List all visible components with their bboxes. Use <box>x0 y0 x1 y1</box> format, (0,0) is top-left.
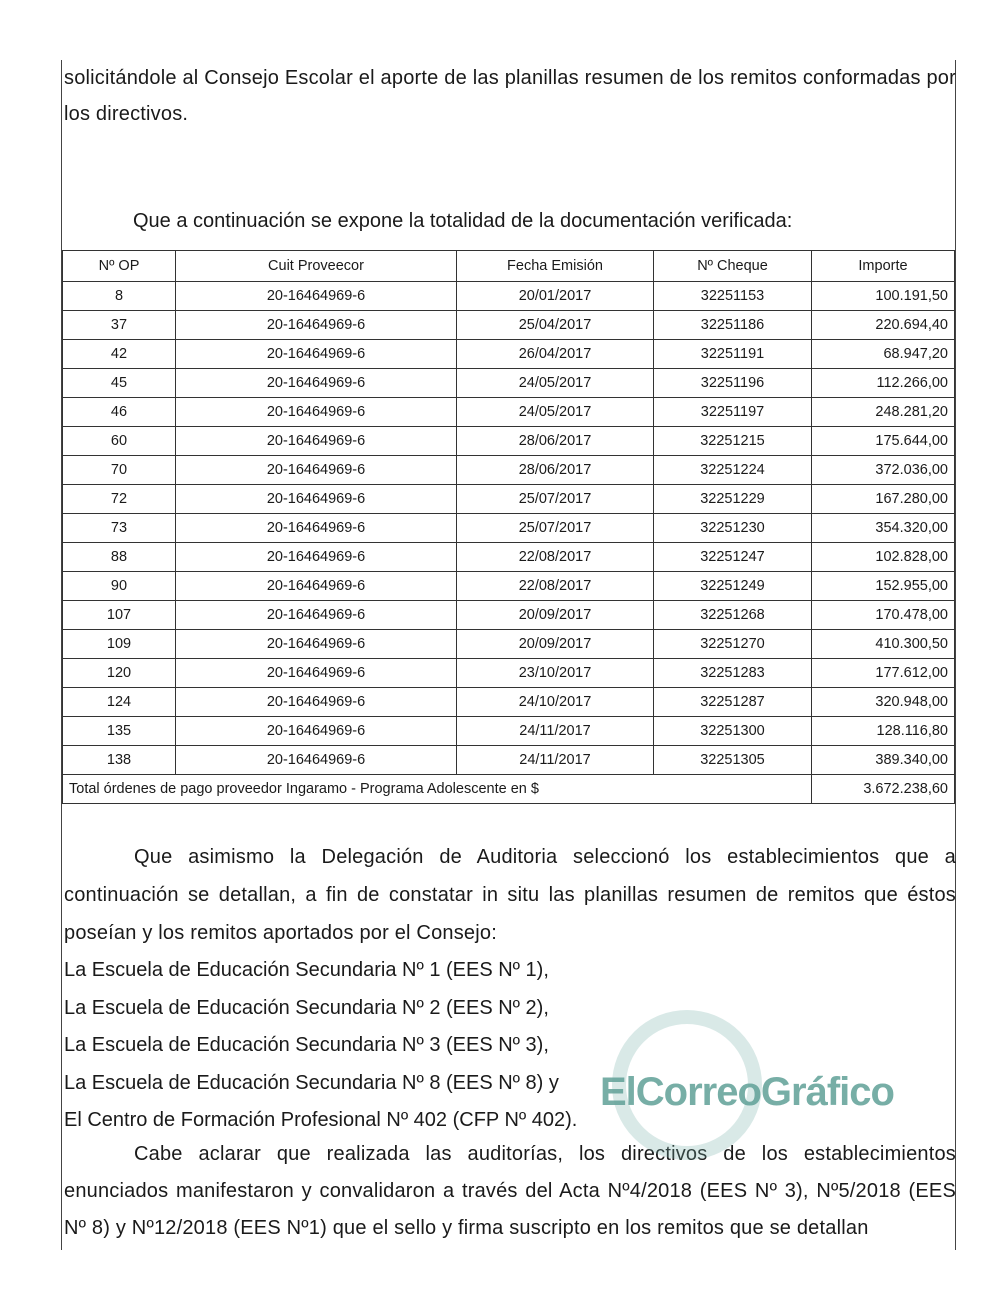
total-value: 3.672.238,60 <box>812 775 955 804</box>
cheque-cell: 32251224 <box>654 456 812 485</box>
table-row <box>63 601 955 630</box>
cuit-cell: 20-16464969-6 <box>176 630 457 659</box>
fecha-cell: 24/05/2017 <box>457 398 654 427</box>
importe-cell: 410.300,50 <box>812 630 955 659</box>
op-cell: 72 <box>63 485 176 514</box>
fecha-cell: 24/11/2017 <box>457 717 654 746</box>
watermark-text: ElCorreoGráfico <box>600 1070 894 1114</box>
fecha-cell: 25/04/2017 <box>457 311 654 340</box>
op-cell: 120 <box>63 659 176 688</box>
cheque-cell: 32251229 <box>654 485 812 514</box>
importe-cell: 320.948,00 <box>812 688 955 717</box>
cuit-cell: 20-16464969-6 <box>176 398 457 427</box>
cheque-cell: 32251283 <box>654 659 812 688</box>
op-cell: 124 <box>63 688 176 717</box>
table-row <box>63 282 955 311</box>
op-cell: 88 <box>63 543 176 572</box>
cuit-cell: 20-16464969-6 <box>176 369 457 398</box>
table-row <box>63 630 955 659</box>
table-row <box>63 659 955 688</box>
cuit-cell: 20-16464969-6 <box>176 340 457 369</box>
watermark-logo <box>600 1010 900 1160</box>
cuit-cell: 20-16464969-6 <box>176 485 457 514</box>
fecha-cell: 20/09/2017 <box>457 630 654 659</box>
table-row <box>63 311 955 340</box>
importe-cell: 248.281,20 <box>812 398 955 427</box>
fecha-cell: 28/06/2017 <box>457 427 654 456</box>
paragraph-3-text: Cabe aclarar que realizada las auditorías, los directivos de los establecimientos enunciados manifestaron y convalidaron a través del Acta Nº4/2018 (EES Nº 3), Nº5/2018 (EES Nº 8) y Nº12/2018 (EES Nº1) que el sello y firma suscripto en los remitos que se detallan <box>64 1143 956 1239</box>
op-cell: 138 <box>63 746 176 775</box>
fecha-cell: 26/04/2017 <box>457 340 654 369</box>
importe-cell: 68.947,20 <box>812 340 955 369</box>
fecha-cell: 20/09/2017 <box>457 601 654 630</box>
list-item: La Escuela de Educación Secundaria Nº 8 (EES Nº 8) y <box>64 1071 559 1094</box>
cuit-cell: 20-16464969-6 <box>176 456 457 485</box>
cheque-cell: 32251186 <box>654 311 812 340</box>
cheque-cell: 32251215 <box>654 427 812 456</box>
importe-cell: 354.320,00 <box>812 514 955 543</box>
cuit-cell: 20-16464969-6 <box>176 311 457 340</box>
importe-cell: 167.280,00 <box>812 485 955 514</box>
table-header-row <box>63 251 955 282</box>
table-row <box>63 369 955 398</box>
op-cell: 73 <box>63 514 176 543</box>
total-label: Total órdenes de pago proveedor Ingaramo - Programa Adolescente en $ <box>63 775 812 804</box>
cheque-cell: 32251270 <box>654 630 812 659</box>
op-cell: 109 <box>63 630 176 659</box>
table-row <box>63 572 955 601</box>
cheque-cell: 32251191 <box>654 340 812 369</box>
op-cell: 60 <box>63 427 176 456</box>
importe-cell: 175.644,00 <box>812 427 955 456</box>
table-row <box>63 717 955 746</box>
op-cell: 135 <box>63 717 176 746</box>
fecha-cell: 22/08/2017 <box>457 572 654 601</box>
header-importe: Importe <box>812 251 955 282</box>
op-cell: 42 <box>63 340 176 369</box>
op-cell: 45 <box>63 369 176 398</box>
table-row <box>63 456 955 485</box>
cuit-cell: 20-16464969-6 <box>176 543 457 572</box>
list-item: La Escuela de Educación Secundaria Nº 1 (EES Nº 1), <box>64 959 549 981</box>
cuit-cell: 20-16464969-6 <box>176 659 457 688</box>
header-cheque: Nº Cheque <box>654 251 812 282</box>
fecha-cell: 25/07/2017 <box>457 485 654 514</box>
importe-cell: 128.116,80 <box>812 717 955 746</box>
list-item: La Escuela de Educación Secundaria Nº 3 (EES Nº 3), <box>64 1034 549 1056</box>
op-cell: 107 <box>63 601 176 630</box>
importe-cell: 112.266,00 <box>812 369 955 398</box>
cheque-cell: 32251249 <box>654 572 812 601</box>
cuit-cell: 20-16464969-6 <box>176 746 457 775</box>
list-item: El Centro de Formación Profesional Nº 402 (CFP Nº 402). <box>64 1109 578 1131</box>
op-cell: 90 <box>63 572 176 601</box>
importe-cell: 177.612,00 <box>812 659 955 688</box>
importe-cell: 100.191,50 <box>812 282 955 311</box>
school-list <box>64 952 577 1140</box>
cheque-cell: 32251153 <box>654 282 812 311</box>
cuit-cell: 20-16464969-6 <box>176 282 457 311</box>
header-op: Nº OP <box>63 251 176 282</box>
cheque-cell: 32251305 <box>654 746 812 775</box>
paragraph-2-text: Que asimismo la Delegación de Auditoria seleccionó los establecimientos que a continuación se detallan, a fin de constatar in situ las planillas resumen de remitos que éstos poseían y los remitos aportados por el Consejo: <box>64 846 956 944</box>
fecha-cell: 28/06/2017 <box>457 456 654 485</box>
fecha-cell: 25/07/2017 <box>457 514 654 543</box>
table-row <box>63 398 955 427</box>
cuit-cell: 20-16464969-6 <box>176 514 457 543</box>
table-row <box>63 340 955 369</box>
cheque-cell: 32251197 <box>654 398 812 427</box>
cheque-cell: 32251300 <box>654 717 812 746</box>
cheque-cell: 32251230 <box>654 514 812 543</box>
cuit-cell: 20-16464969-6 <box>176 572 457 601</box>
paragraph-1: solicitándole al Consejo Escolar el aporte de las planillas resumen de los remitos conformadas por los directivos. <box>64 67 956 125</box>
table-intro: Que a continuación se expone la totalidad de la documentación verificada: <box>133 210 793 232</box>
payment-orders-table <box>62 250 955 804</box>
importe-cell: 102.828,00 <box>812 543 955 572</box>
table-row <box>63 514 955 543</box>
table-row <box>63 688 955 717</box>
right-margin-line <box>955 60 956 1250</box>
table-row <box>63 746 955 775</box>
fecha-cell: 23/10/2017 <box>457 659 654 688</box>
cheque-cell: 32251247 <box>654 543 812 572</box>
importe-cell: 389.340,00 <box>812 746 955 775</box>
op-cell: 37 <box>63 311 176 340</box>
fecha-cell: 24/05/2017 <box>457 369 654 398</box>
fecha-cell: 20/01/2017 <box>457 282 654 311</box>
cuit-cell: 20-16464969-6 <box>176 717 457 746</box>
table-row <box>63 485 955 514</box>
importe-cell: 152.955,00 <box>812 572 955 601</box>
table-row <box>63 543 955 572</box>
fecha-cell: 24/11/2017 <box>457 746 654 775</box>
list-item: La Escuela de Educación Secundaria Nº 2 (EES Nº 2), <box>64 996 549 1019</box>
cuit-cell: 20-16464969-6 <box>176 427 457 456</box>
op-cell: 46 <box>63 398 176 427</box>
paragraph-2 <box>64 838 956 952</box>
fecha-cell: 22/08/2017 <box>457 543 654 572</box>
importe-cell: 170.478,00 <box>812 601 955 630</box>
header-fecha: Fecha Emisión <box>457 251 654 282</box>
cheque-cell: 32251287 <box>654 688 812 717</box>
op-cell: 8 <box>63 282 176 311</box>
cuit-cell: 20-16464969-6 <box>176 601 457 630</box>
table-row <box>63 427 955 456</box>
header-cuit: Cuit Proveecor <box>176 251 457 282</box>
op-cell: 70 <box>63 456 176 485</box>
fecha-cell: 24/10/2017 <box>457 688 654 717</box>
cuit-cell: 20-16464969-6 <box>176 688 457 717</box>
cheque-cell: 32251268 <box>654 601 812 630</box>
importe-cell: 372.036,00 <box>812 456 955 485</box>
cheque-cell: 32251196 <box>654 369 812 398</box>
importe-cell: 220.694,40 <box>812 311 955 340</box>
total-row <box>63 775 955 804</box>
